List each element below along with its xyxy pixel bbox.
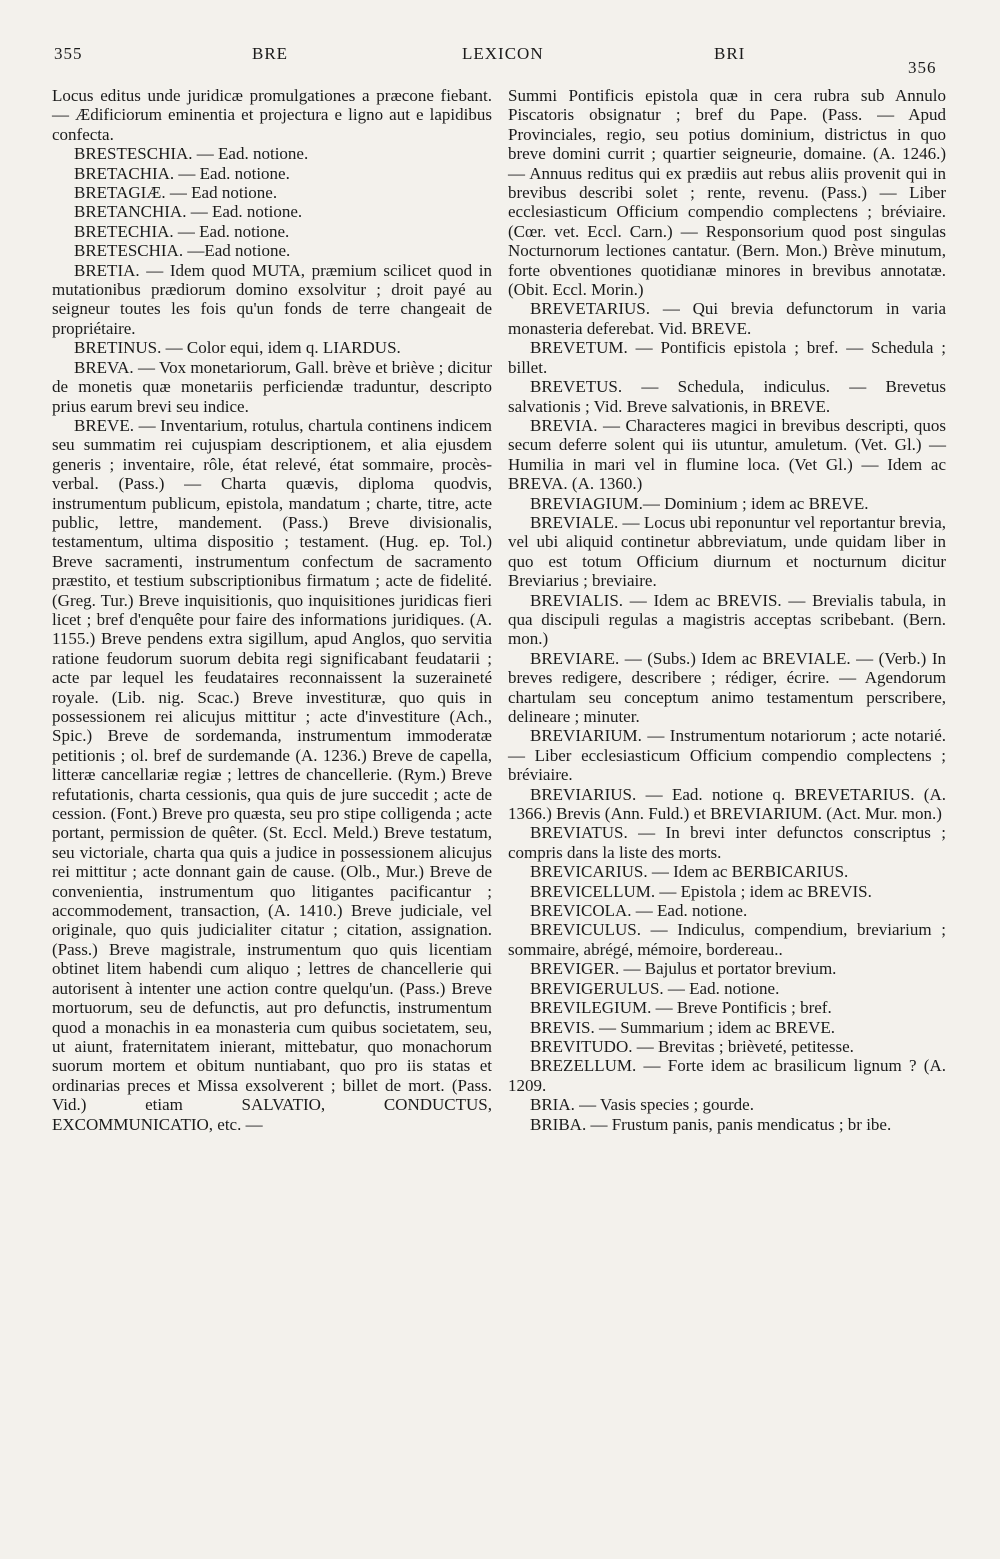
- entry-paragraph: BREVICOLA. — Ead. notione.: [530, 901, 748, 921]
- entry-paragraph: BREVIARIUM. — Instrumentum notariorum ; acte notarié. — Liber ecclesiasticum Officium compendio complectens ; bréviaire.: [508, 726, 946, 785]
- entry-paragraph: BRIA. — Vasis species ; gourde.: [530, 1095, 754, 1115]
- entry-paragraph: BREVIGERULUS. — Ead. notione.: [530, 978, 780, 998]
- entry-paragraph: BREVICELLUM. — Epistola ; idem ac BREVIS.: [530, 881, 872, 901]
- entry-paragraph: BREVIALE. — Locus ubi reponuntur vel reportantur brevia, vel ubi aliquid continetur abbreviatum, unde quidam liber in quo est totum Officium diurnum et nocturnum dicitur Breviarius ; breviaire.: [508, 512, 946, 591]
- entry-paragraph: BREVE. — Inventarium, rotulus, chartula continens indicem seu summatim rei cujuspiam descriptionem, et alia ejusdem generis ; inventaire, rôle, état relevé, état sommaire, procès-verbal. (Pass.) — Charta quævis, diploma quodvis, instrumentum publicum, epistola, mandatum ; charte, titre, acte public, lettre, mandement. (Pass.) Breve divisionalis, testamentum, ultima dispositio ; testament. (Hug. ep. Tol.) Breve sacramenti, instrumentum confectum de sacramento præstito, et testium subscriptionibus firmatum ; acte de fidelité. (Greg. Tur.) Breve inquisitionis, quo inquisitiones juridicas fieri licet ; bref d'enquête pour faire des informations juridiques. (A. 1155.) Breve pendens extra sigillum, apud Anglos, quo servitia ratione feudorum suorum debita regi significabant feudatarii ; acte par lequel les feudataires reconnaissent la suzeraineté royale. (Lib. nig. Scac.) Breve investituræ, quo quis in possessionem rei alicujus mittitur ; acte d'investiture (Ach., Spic.) Breve de sordemanda, instrumentum immoderatæ petitionis ; ol. bref de surdemande (A. 1236.) Breve de capella, litteræ cancellariæ regiæ ; lettres de chancellerie. (Rym.) Breve refutationis, charta cessionis, qua quis de jure succedit ; acte de cession. (Font.) Breve pro quæsta, seu pro stipe colligenda ; acte portant, permission de quêter. (St. Eccl. Meld.) Breve testatum, seu victoriale, charta qua quis a judice in possessionem alicujus rei mittitur ; acte donnant gain de cause. (Olb., Mur.) Breve de convenientia, instrumentum quo litigantes pacificantur ; accommodement, transaction, (A. 1410.) Breve judiciale, vel originale, quo quis judicialiter citatur ; citation, assignation. (Pass.) Breve magistrale, instrumentum quo quis licentiam obtinet litem habendi cum aliquo ; lettres de chancellerie qui autorisent à intenter une action contre quelqu'un. (Pass.) Breve mortuorum, seu de defunctis, aut pro defunctis, instrumentum quod a monachis in ea monasteria cum quibus societatem, seu, ut aiunt, fraternitatem inierant, mittebatur, quo monachorum suorum mortem et obitum nuntiabant, quo pro iis statas et ordinarias preces et Missa exsolverent ; billet de mort. (Pass. Vid.) etiam SALVATIO, CONDUCTUS, EXCOMMUNICATIO, etc. —: [52, 415, 492, 1134]
- entry-paragraph: BREVICULUS. — Indiculus, compendium, breviarium ; sommaire, abrégé, mémoire, bordereau..: [508, 920, 946, 959]
- entry-paragraph: BREVIS. — Summarium ; idem ac BREVE.: [530, 1017, 836, 1037]
- entry-paragraph: BREVIA. — Characteres magici in brevibus descripti, quos secum deferre solent qui iis utuntur, amuletum. (Vet. Gl.) — Humilia in mari vel in flumine loca. (Vet Gl.) — Idem ac BREVA. (A. 1360.): [508, 415, 946, 494]
- entry-paragraph: BRETIA. — Idem quod MUTA, præmium scilicet quod in mutationibus prædiorum domino exsolvitur ; droit payé au seigneur toutes les fois qu'un fonds de terre changeait de propriétaire.: [52, 260, 492, 338]
- entry-paragraph: Summi Pontificis epistola quæ in cera rubra sub Annulo Piscatoris obsignatur ; bref du Pape. (Pass. — Apud Provinciales, regio, seu potius dominium, districtus in quo breve domini currit ; quartier seigneurie, domaine. (A. 1246.) — Annuus reditus qui ex prædiis aut rebus aliis provenit qui in brevibus describi solet ; rente, revenu. (Pass.) — Liber ecclesiasticum Officium compendio complectens ; bréviaire. (Cœr. vet. Eccl. Carn.) — Responsorium quod post singulas Nocturnorum lectiones cantatur. (Bern. Mon.) Brève minutum, forte obventiones quotidianæ minores in brevibus annotatæ. (Obit. Eccl. Morin.): [508, 86, 946, 300]
- entry-paragraph: BREVA. — Vox monetariorum, Gall. brève et briève ; dicitur de monetis quæ monetariis perficiendæ traduntur, descripto prius earum brevi seu indice.: [52, 357, 492, 416]
- right-page-number: 356: [908, 58, 937, 77]
- right-column: [508, 86, 946, 1134]
- entry-paragraph: BREVIAGIUM.— Dominium ; idem ac BREVE.: [530, 493, 869, 513]
- entry-paragraph: BREVETUM. — Pontificis epistola ; bref. — Schedula ; billet.: [508, 338, 946, 377]
- entry-paragraph: BREVIATUS. — In brevi inter defunctos conscriptus ; compris dans la liste des morts.: [508, 823, 946, 862]
- entry-paragraph: BREVIARIUS. — Ead. notione q. BREVETARIUS. (A. 1366.) Brevis (Ann. Fuld.) et BREVIARIUM. (Act. Mur. mon.): [508, 784, 946, 824]
- entry-paragraph: BRETINUS. — Color equi, idem q. LIARDUS.: [74, 338, 401, 358]
- right-guide-word: BRI: [714, 44, 746, 63]
- entry-paragraph: BREVILEGIUM. — Breve Pontificis ; bref.: [530, 998, 832, 1018]
- entry-paragraph: BRETESCHIA. —Ead notione.: [74, 241, 291, 261]
- running-header: [0, 44, 1000, 84]
- entry-paragraph: BREVIARE. — (Subs.) Idem ac BREVIALE. — (Verb.) In breves redigere, describere ; rédiger, écrire. — Agendorum chartulam seu conceptum animo testamentum perscribere, delineare ; minuter.: [508, 648, 946, 726]
- entry-paragraph: BRETANCHIA. — Ead. notione.: [74, 202, 303, 222]
- left-page-number: 355: [54, 44, 83, 63]
- entry-paragraph: BRETAGIÆ. — Ead notione.: [74, 183, 278, 203]
- entry-paragraph: BREVETARIUS. — Qui brevia defunctorum in varia monasteria deferebat. Vid. BREVE.: [508, 299, 946, 338]
- left-column: [52, 86, 492, 1134]
- entry-paragraph: Locus editus unde juridicæ promulgationes a præcone fiebant. — Ædificiorum eminentia et projectura e ligno aut e lapidibus confecta.: [52, 86, 492, 144]
- entry-paragraph: BRIBA. — Frustum panis, panis mendicatus ; br ibe.: [530, 1114, 892, 1134]
- header-title: LEXICON: [462, 44, 544, 63]
- entry-paragraph: BREZELLUM. — Forte idem ac brasilicum lignum ? (A. 1209.: [508, 1056, 946, 1095]
- entry-paragraph: BRETECHIA. — Ead. notione.: [74, 221, 290, 241]
- left-guide-word: BRE: [252, 44, 289, 63]
- entry-paragraph: BREVICARIUS. — Idem ac BERBICARIUS.: [530, 862, 849, 882]
- entry-paragraph: BREVETUS. — Schedula, indiculus. — Brevetus salvationis ; Vid. Breve salvationis, in BREVE.: [508, 377, 946, 416]
- entry-paragraph: BREVITUDO. — Brevitas ; brièveté, petitesse.: [530, 1036, 854, 1056]
- entry-paragraph: BRESTESCHIA. — Ead. notione.: [74, 144, 309, 164]
- entry-paragraph: BREVIALIS. — Idem ac BREVIS. — Brevialis tabula, in qua discipuli regulas a magistris acceptas scribebant. (Bern. mon.): [508, 590, 946, 649]
- entry-paragraph: BRETACHIA. — Ead. notione.: [74, 163, 290, 183]
- entry-paragraph: BREVIGER. — Bajulus et portator brevium.: [530, 959, 837, 979]
